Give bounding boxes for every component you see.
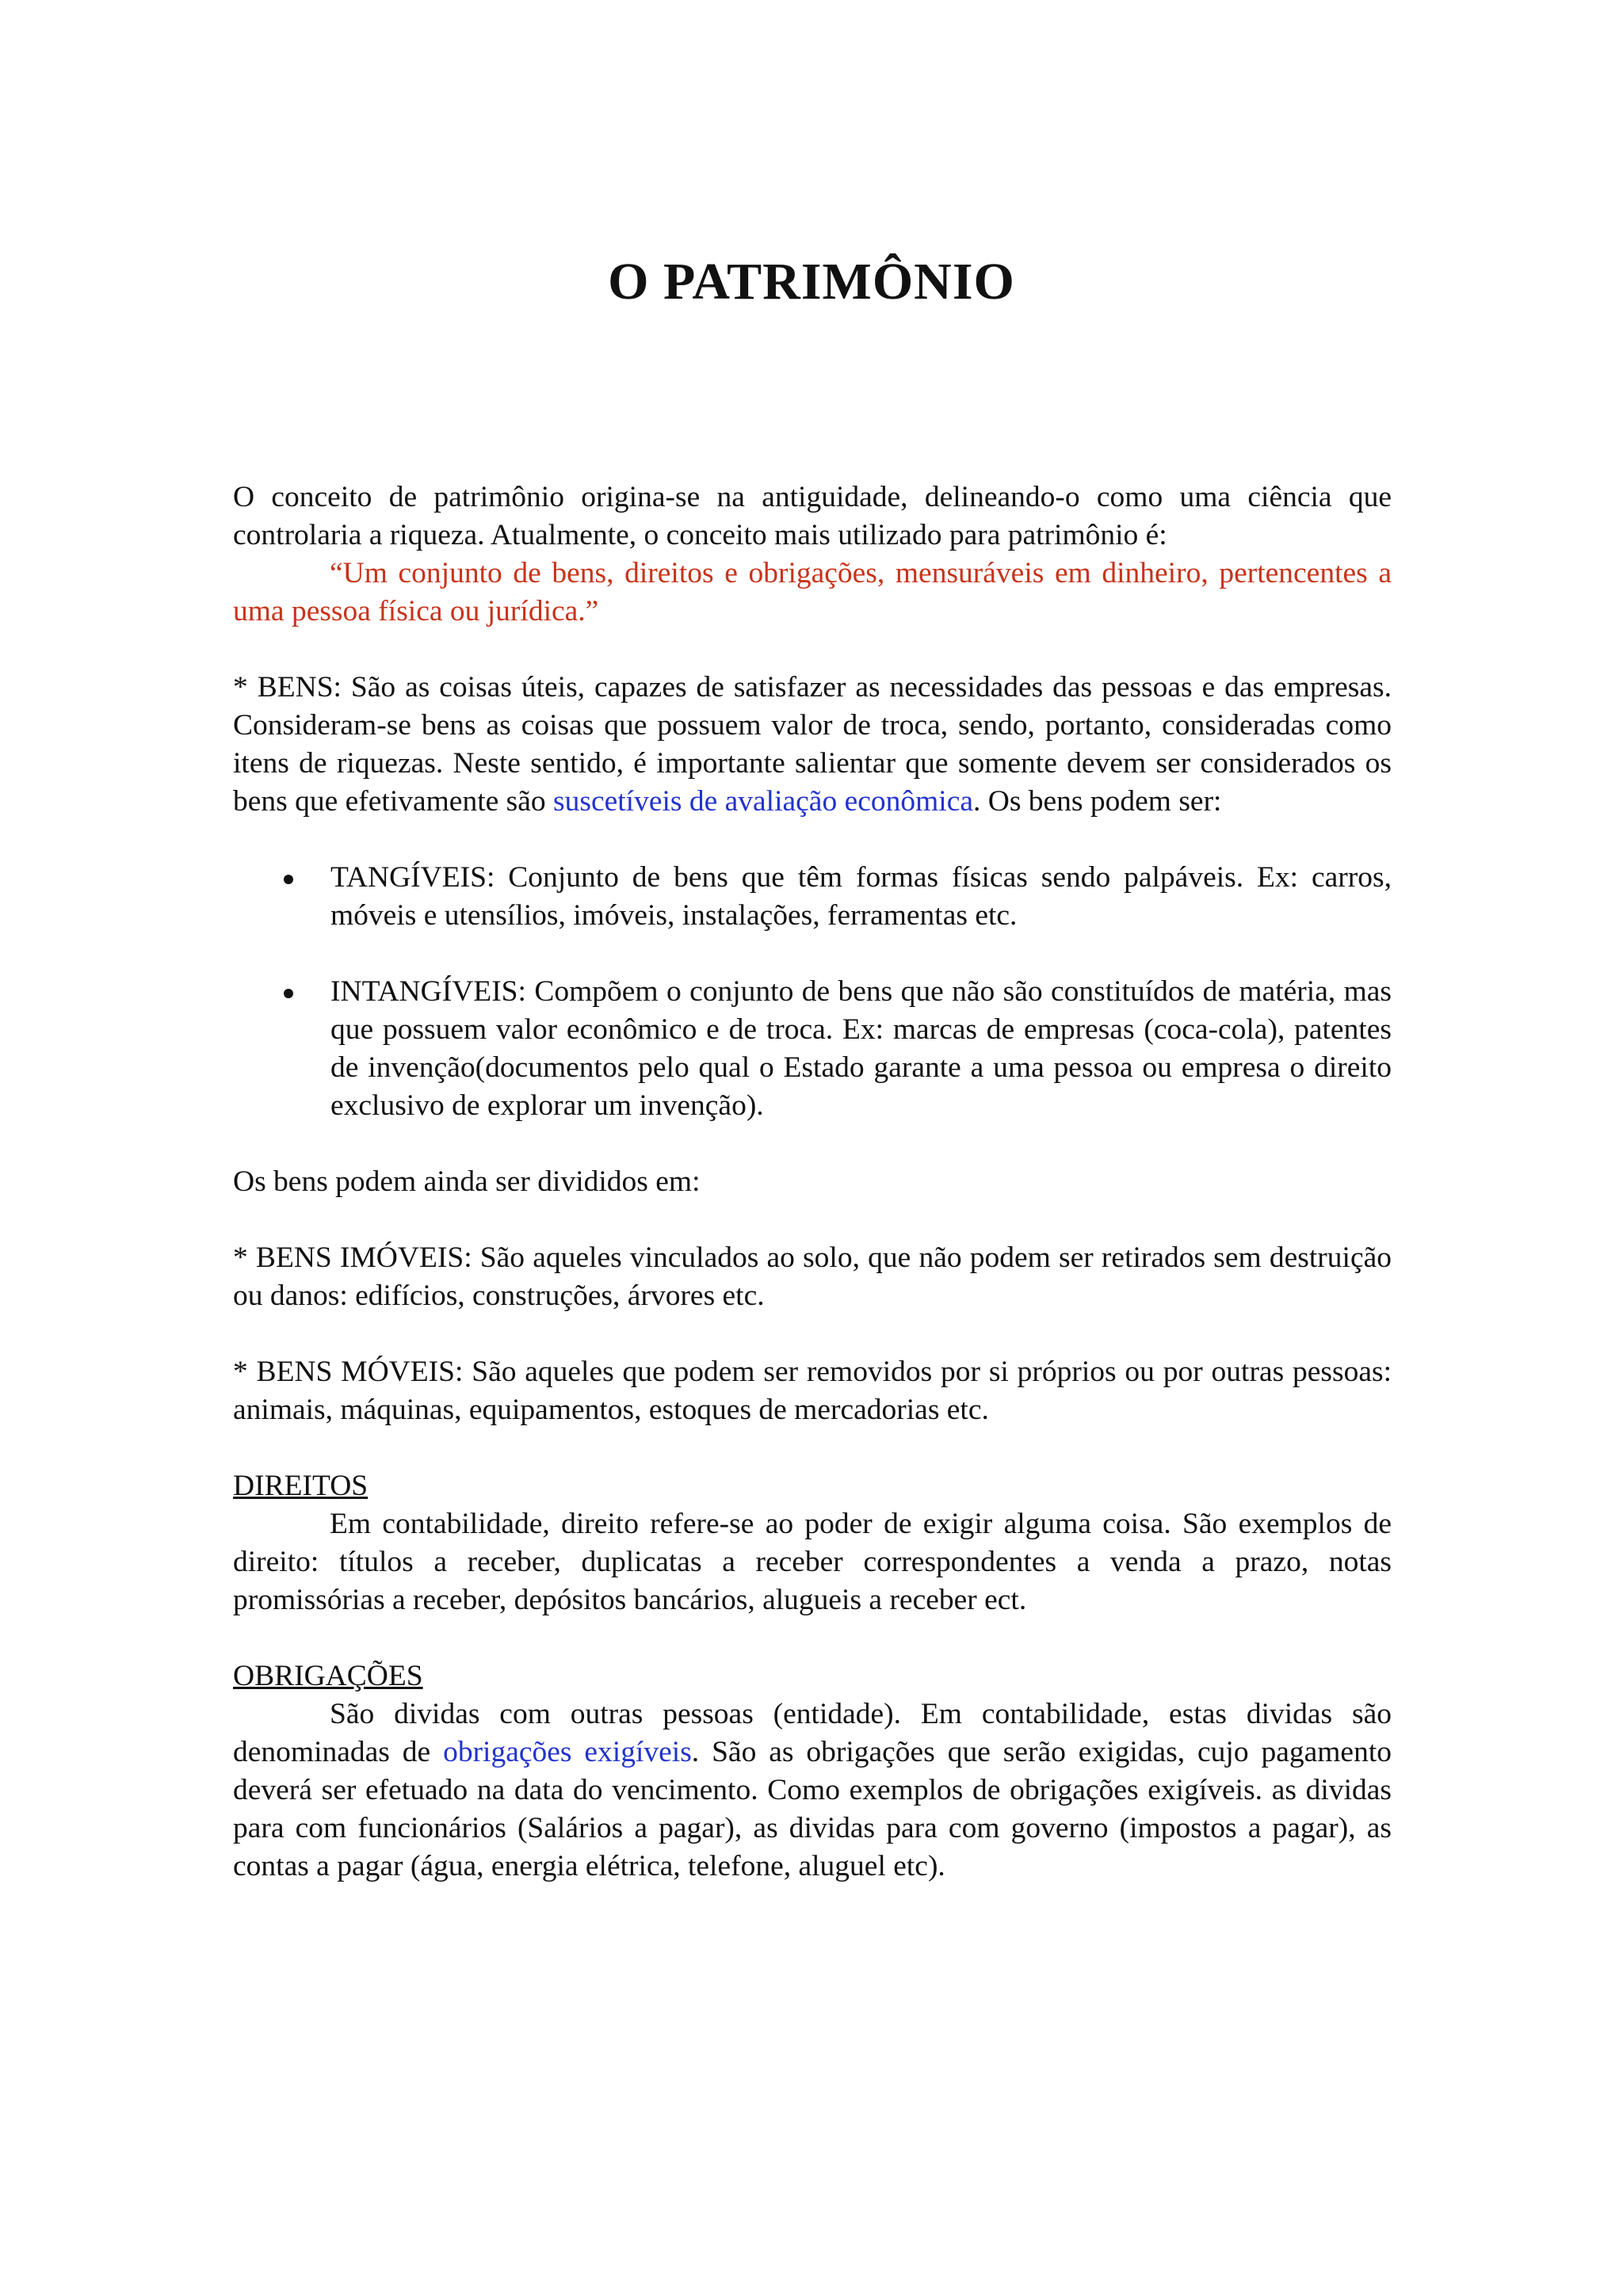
- obrigacoes-text: São dividas com outras pessoas (entidade). Em contabilidade, estas dividas são denominadas de obrigações exigíveis. São as obrigações que serão exigidas, cujo pagamento deverá ser efetuado na data do vencimento. Como exemplos de obrigações exigíveis. as dividas para com funcionários (Salários a pagar), as dividas para com governo (impostos a pagar), as contas a pagar (água, energia elétrica, telefone, aluguel etc).: [233, 1698, 1392, 1882]
- obrigacoes-heading: OBRIGAÇÕES: [233, 1660, 423, 1692]
- bens-imoveis-paragraph: * BENS IMÓVEIS: São aqueles vinculados ao solo, que não podem ser retirados sem destruição ou danos: edifícios, construções, árvores etc.: [233, 1241, 1392, 1312]
- list-item-text: TANGÍVEIS: Conjunto de bens que têm formas físicas sendo palpáveis. Ex: carros, móveis e utensílios, imóveis, instalações, ferramentas etc.: [330, 861, 1392, 932]
- bullet-icon: [284, 875, 293, 884]
- definition-quote: “Um conjunto de bens, direitos e obrigações, mensuráveis em dinheiro, pertencentes a uma pessoa física ou jurídica.”: [233, 557, 1392, 627]
- direitos-text: Em contabilidade, direito refere-se ao poder de exigir alguma coisa. São exemplos de direito: títulos a receber, duplicatas a receber correspondentes a venda a prazo, notas promissórias a receber, depósitos bancários, alugueis a receber ect.: [233, 1508, 1392, 1616]
- direitos-section: [233, 1467, 1392, 1619]
- bens-paragraph: [233, 669, 1392, 821]
- bens-highlight: suscetíveis de avaliação econômica: [553, 785, 973, 818]
- list-item: [233, 973, 1392, 1125]
- page-title: O PATRIMÔNIO: [608, 253, 1015, 311]
- bens-divided-intro: Os bens podem ainda ser divididos em:: [233, 1165, 701, 1198]
- bens-types-list: [233, 859, 1392, 1125]
- bullet-icon: [284, 989, 293, 998]
- document-body: [233, 479, 1392, 1886]
- obrigacoes-highlight: obrigações exigíveis: [443, 1736, 692, 1768]
- intro-text: O conceito de patrimônio origina-se na antiguidade, delineando-o como uma ciência que controlaria a riqueza. Atualmente, o conceito mais utilizado para patrimônio é:: [233, 481, 1392, 551]
- bens-moveis-paragraph: * BENS MÓVEIS: São aqueles que podem ser removidos por si próprios ou por outras pessoas: animais, máquinas, equipamentos, estoques de mercadorias etc.: [233, 1356, 1392, 1426]
- bens-text-after: . Os bens podem ser:: [972, 785, 1222, 818]
- list-item: [233, 859, 1392, 935]
- obrigacoes-section: [233, 1657, 1392, 1886]
- bens-text-before: * BENS: São as coisas úteis, capazes de satisfazer as necessidades das pessoas e das empresas. Consideram-se bens as coisas que possuem valor de troca, sendo, portanto, consideradas como itens de riquezas. Neste sentido, é importante salientar que somente devem ser considerados os bens que efetivamente são: [233, 671, 1392, 818]
- intro-paragraph: [233, 479, 1392, 631]
- list-item-text: INTANGÍVEIS: Compõem o conjunto de bens que não são constituídos de matéria, mas que possuem valor econômico e de troca. Ex: marcas de empresas (coca-cola), patentes de invenção(documentos pelo qual o Estado garante a uma pessoa ou empresa o direito exclusivo de explorar um invenção).: [330, 975, 1392, 1122]
- direitos-heading: DIREITOS: [233, 1470, 369, 1502]
